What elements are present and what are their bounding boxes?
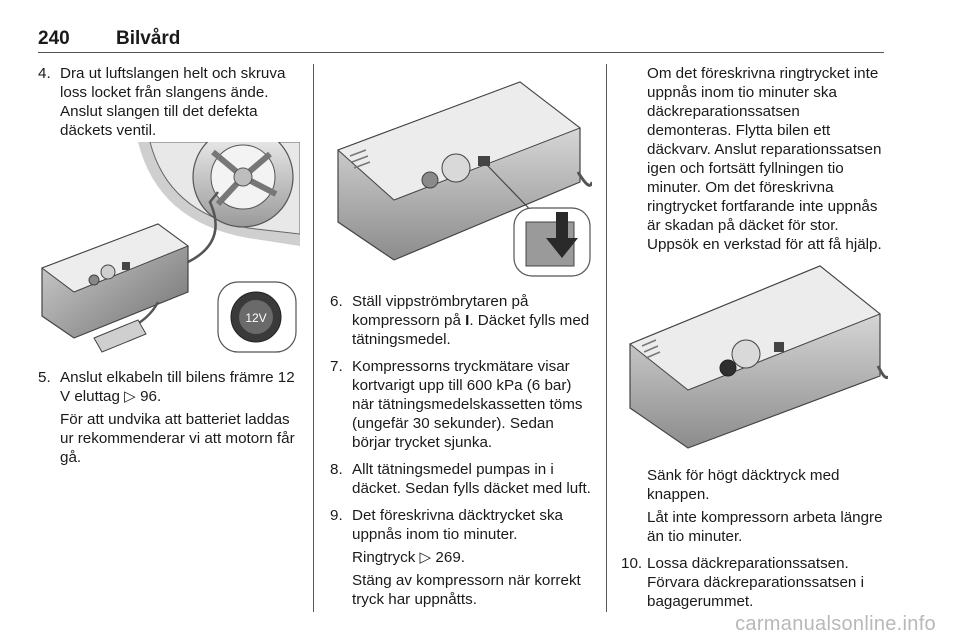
step-number: 10. — [621, 555, 643, 572]
socket-label: 12V — [245, 311, 267, 325]
step-10 — [621, 554, 887, 611]
step-ref — [352, 548, 592, 567]
column-divider — [606, 64, 607, 612]
step-text: Dra ut luftslangen helt och skruva loss locket från slangens ände. Anslut slangen till det defekta däckets ventil. — [60, 65, 286, 139]
lower-text-b: Låt inte kompressorn arbeta längre än tio minuter. — [647, 509, 883, 545]
step-text-main: Anslut elkabeln till bilens främre 12 V eluttag — [60, 369, 295, 405]
page-header — [38, 26, 884, 53]
compressor-switch-illustration — [330, 72, 592, 282]
watermark: carmanualsonline.info — [735, 613, 936, 635]
step-number: 8. — [330, 461, 343, 478]
step-5 — [38, 368, 300, 467]
intro-text: Om det föreskrivna ringtrycket inte uppnås inom tio minuter ska däckreparationssatsen demonteras. Flytta bilen ett däckvarv. Anslut reparationssatsen igen och fortsätt fyllningen tio minuter. Om det föreskrivna ringtrycket fortfarande inte uppnås är skadan på däcket för stor. Uppsök en verkstad för att få hjälp. — [647, 65, 882, 253]
step-note: Stäng av kompressorn när korrekt tryck har uppnåtts. — [352, 572, 581, 608]
column-3 — [621, 64, 887, 254]
step-9 — [330, 506, 592, 609]
step-text — [60, 368, 300, 406]
column-1-lower — [38, 368, 300, 467]
step-number: 4. — [38, 65, 51, 82]
page-ref-arrow-icon: ▷ — [415, 549, 436, 566]
step-6 — [330, 292, 592, 349]
step-text: Det föreskrivna däcktrycket ska uppnås inom tio minuter. — [352, 507, 564, 543]
page-ref-arrow-icon: ▷ — [119, 388, 141, 405]
column-divider — [313, 64, 314, 612]
page-ref[interactable]: 269. — [435, 549, 465, 566]
step-text: Lossa däckreparationssatsen. Förvara däckreparationssatsen i bagagerummet. — [647, 555, 864, 610]
step-text-b: . Däcket fylls med tätningsmedel. — [352, 312, 590, 348]
step-text: Kompressorns tryckmätare visar kortvarigt upp till 600 kPa (6 bar) när tätningsmedelskassetten töms (ungefär 30 sekunder). Sedan börjar trycket sjunka. — [352, 358, 583, 451]
step-7 — [330, 357, 592, 452]
step-number: 5. — [38, 369, 51, 386]
step-note: För att undvika att batteriet laddas ur rekommenderar vi att motorn får gå. — [60, 411, 295, 466]
step-text: Allt tätningsmedel pumpas in i däcket. Sedan fylls däcket med luft. — [352, 461, 591, 497]
column-1 — [38, 64, 300, 140]
step-4 — [38, 64, 300, 140]
ref-text: Ringtryck — [352, 549, 416, 566]
column-2 — [330, 292, 592, 609]
step-number: 7. — [330, 358, 343, 375]
compressor-tire-illustration — [38, 142, 300, 356]
switch-position: I — [465, 312, 470, 329]
compressor-deflate-illustration — [624, 258, 888, 454]
page-title: Bilvård — [116, 28, 181, 49]
lower-text-a: Sänk för högt däcktryck med knappen. — [647, 467, 840, 503]
page-ref[interactable]: 96. — [140, 388, 162, 405]
column-3-lower — [621, 466, 887, 611]
step-8 — [330, 460, 592, 498]
step-text-a: Ställ vippströmbrytaren på kompressorn på — [352, 293, 529, 329]
step-number: 6. — [330, 293, 343, 310]
page-number: 240 — [38, 28, 70, 49]
step-text — [352, 292, 592, 349]
step-number: 9. — [330, 507, 343, 524]
